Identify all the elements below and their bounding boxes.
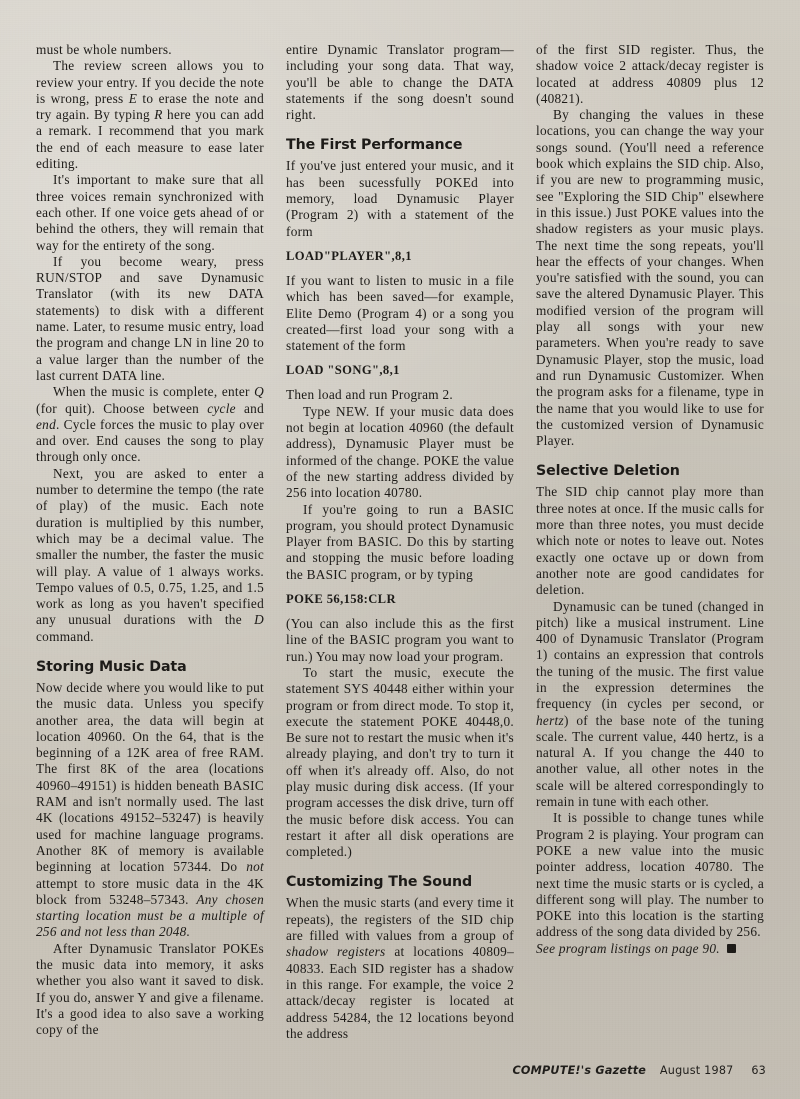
body-paragraph: Dynamusic can be tuned (changed in pitch) like a musical instrument. Line 400 of Dynamusic Translator (Program 1) contains an expression that controls the tuning of the music. The first value in the expression determines the frequency (in cycles per second, or hertz) of the base note of the tuning scale. The current value, 440 hertz, is a natural A. If you change the 440 to another value, all other notes in the scale will be altered correspondingly to remain in tune with each other. [536, 598, 764, 810]
column-right [536, 42, 764, 1042]
body-paragraph: If you want to listen to music in a file which has been saved—for example, Elite Demo (Program 4) or a song you created—first load your song with a statement of the form [286, 272, 514, 354]
body-paragraph: It's important to make sure that all three voices remain synchronized with each other. If one voice gets ahead of or behind the others, they will remain that way for the entirety of the song. [36, 172, 264, 253]
page-number: 63 [751, 1064, 766, 1077]
body-paragraph: When the music is complete, enter Q (for quit). Choose between cycle and end. Cycle forces the music to play over and over. End causes the song to play through only once. [36, 384, 264, 465]
body-paragraph: The review screen allows you to review your entry. If you decide the note is wrong, press E to erase the note and try again. By typing R here you can add a remark. I recommend that you mark the end of each measure to ease later editing. [36, 58, 264, 172]
issue-date: August 1987 [659, 1064, 734, 1077]
code-line: LOAD "SONG",8,1 [286, 363, 400, 378]
body-paragraph: When the music starts (and every time it repeats), the registers of the SID chip are filled with values from a group of shadow registers at locations 40809–40833. Each SID register has a shadow in this range. For example, the voice 2 attack/decay register is located at address 54284, the 12 locations beyond the address [286, 895, 514, 1041]
magazine-name: COMPUTE!'s Gazette [512, 1064, 647, 1077]
see-listings-text: See program listings on page 90. [536, 940, 720, 956]
body-paragraph: (You can also include this as the first line of the BASIC program you want to run.) You may now load your program. [286, 616, 514, 664]
column-middle [286, 42, 514, 1042]
body-paragraph: Now decide where you would like to put the music data. Unless you specify another area, the data will begin at location 40960. On the 64, that is the beginning of a 12K area of free RAM. The first 8K of the area (locations 40960–49151) is hidden beneath BASIC RAM and isn't normally used. The last 4K (locations 49152–53247) is heavily used for machine language programs. Another 8K of memory is available beginning at location 57344. Do not attempt to store music data in the 4K block from 53248–57343. Any chosen starting location must be a multiple of 256 and not less than 2048. [36, 679, 264, 940]
body-paragraph: Next, you are asked to enter a number to determine the tempo (the rate of play) of the music. Each note duration is multiplied by this number, which may be a decimal value. The smaller the number, the faster the music will play. A value of 1 always works. Tempo values of 0.5, 0.75, 1.25, and 1.5 work as long as you haven't specified any unusual durations with the D command. [36, 465, 264, 644]
section-heading: Selective Deletion [536, 463, 680, 480]
body-paragraph: By changing the values in these locations, you can change the way your songs sound. (You'll need a reference book which explains the SID chip. Also, if you are new to programming music, see "Exploring the SID Chip" elsewhere in this issue.) Just POKE values into the shadow registers as your music plays. The next time the song repeats, you'll hear the effects of your changes. When you're satisfied with the sound, you can save the altered Dynamusic Player. This modified version of the program will play all songs with your new parameters. When you're ready to save Dynamusic Player, stop the music, load and run Dynamusic Customizer. When the program asks for a filename, type in the name that you would like to use for the customized version of Dynamusic Player. [536, 107, 764, 449]
end-of-article-square-icon [727, 944, 736, 953]
section-heading: Storing Music Data [36, 658, 187, 675]
body-paragraph: If you're going to run a BASIC program, you should protect Dynamusic Player from BASIC. Do this by starting and stopping the music before loading the BASIC program, or by typing [286, 501, 514, 582]
section-heading: Customizing The Sound [286, 874, 473, 891]
body-paragraph: If you've just entered your music, and it has been sucessfully POKEd into memory, load Dynamusic Player (Program 2) with a statement of the form [286, 158, 514, 239]
body-paragraph: If you become weary, press RUN/STOP and save Dynamusic Translator (with its new DATA statements) to disk with a different name. Later, to resume music entry, load the program and change LN in line 20 to a value larger than the number of the last current DATA line. [36, 253, 264, 383]
code-line: POKE 56,158:CLR [286, 592, 396, 607]
body-paragraph: The SID chip cannot play more than three notes at once. If the music calls for more than three notes, you must decide which note or notes to leave out. Notes exactly one octave up or down from another note are good candidates for deletion. [536, 484, 764, 598]
see-listings-note [536, 941, 764, 957]
body-paragraph: Type NEW. If your music data does not begin at location 40960 (the default address), Dynamusic Player must be informed of the change. POKE the value of the new starting address divided by 256 into location 40780. [286, 403, 514, 501]
body-paragraph: After Dynamusic Translator POKEs the music data into memory, it asks whether you also want it saved to disk. If you do, answer Y and give a filename. It's a good idea to also save a working copy of the [36, 940, 264, 1038]
column-left [36, 42, 264, 1042]
body-paragraph: must be whole numbers. [36, 42, 172, 57]
page-footer [36, 1064, 766, 1077]
body-paragraph: Then load and run Program 2. [286, 387, 453, 403]
code-line: LOAD"PLAYER",8,1 [286, 248, 412, 263]
body-paragraph: To start the music, execute the statement SYS 40448 either within your program or from direct mode. To stop it, execute the statement POKE 40448,0. Be sure not to restart the music when it's already playing, and don't try to turn it off when it's already off. Also, do not play music during disk access. (If your program accesses the disk drive, turn off the music before disk access. You can restart it after all disk operations are completed.) [286, 664, 514, 860]
body-paragraph: entire Dynamic Translator program—including your song data. That way, you'll be able to change the DATA statements if the song doesn't sound right. [286, 42, 514, 123]
section-heading: The First Performance [286, 137, 463, 154]
article-columns [36, 42, 766, 1042]
body-paragraph: of the first SID register. Thus, the shadow voice 2 attack/decay register is located at address 40809 plus 12 (40821). [536, 42, 764, 106]
body-paragraph: It is possible to change tunes while Program 2 is playing. Your program can POKE a new value into the music pointer address, location 40780. The next time the music starts or is cycled, a different song will play. The number to POKE into this location is the starting address of the song data divided by 256. [536, 810, 764, 940]
